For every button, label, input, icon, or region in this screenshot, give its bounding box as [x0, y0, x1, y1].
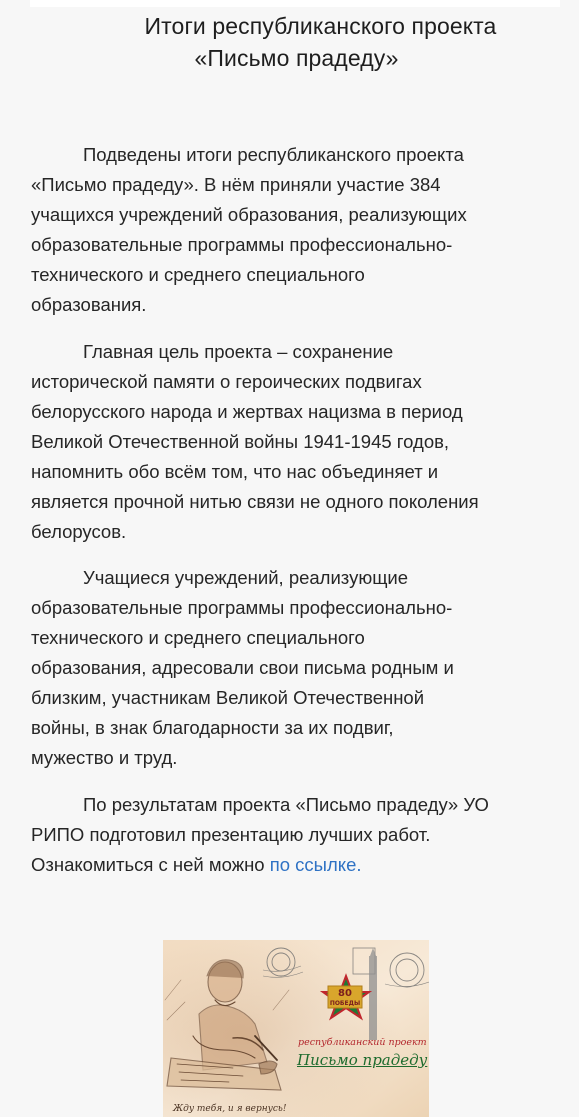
text-line: Главная цель проекта – сохранение	[83, 341, 394, 362]
badge-word: ПОБЕДЫ	[329, 1000, 361, 1007]
text-line: образования, адресовали свои письма родным и	[31, 657, 454, 678]
text-line: образования.	[31, 294, 147, 315]
text-line: близким, участникам Великой Отечественной	[31, 687, 425, 708]
article-title	[0, 10, 579, 74]
paragraph-summary	[31, 140, 566, 320]
paragraph-goal	[31, 337, 566, 547]
text-line: белорусского народа и жертвах нацизма в период	[31, 401, 463, 422]
text-line: войны, в знак благодарности за их подвиг,	[31, 717, 394, 738]
project-image	[163, 940, 429, 1117]
text-line-with-link	[31, 850, 566, 880]
text-line: напомнить обо всём том, что нас объединяет и	[31, 461, 439, 482]
text-line: технического и среднего специального	[31, 264, 365, 285]
text-line: «Письмо прадеду». В нём приняли участие 384	[31, 174, 441, 195]
text-line: Учащиеся учреждений, реализующие	[83, 567, 409, 588]
text-line: белорусов.	[31, 521, 127, 542]
text-line: технического и среднего специального	[31, 627, 365, 648]
text-line: По результатам проекта «Письмо прадеду» УО	[83, 794, 489, 815]
title-line-1: Итоги республиканского проекта	[144, 13, 497, 39]
image-caption-small: республиканский проект	[298, 1037, 427, 1048]
text-line: Великой Отечественной войны 1941-1945 годов,	[31, 431, 450, 452]
project-illustration	[163, 940, 429, 1117]
text-line: учащихся учреждений образования, реализующих	[31, 204, 467, 225]
text-line: образовательные программы профессионально-	[31, 597, 453, 618]
image-caption-large: Письмо прадеду	[297, 1051, 428, 1069]
top-strip	[30, 0, 560, 7]
text-line: исторической памяти о героических подвигах	[31, 371, 422, 392]
title-line-2: «Письмо прадеду»	[194, 45, 399, 71]
badge-number: 80	[338, 988, 352, 999]
text-line: РИПО подготовил презентацию лучших работ.	[31, 824, 431, 845]
text-line: образовательные программы профессионально-	[31, 234, 453, 255]
paragraph-results	[31, 790, 566, 880]
presentation-link[interactable]: по ссылке.	[269, 854, 362, 875]
link-prefix-text: Ознакомиться с ней можно	[31, 854, 270, 875]
handwriting-text: Жду тебя, и я вернусь!	[173, 1104, 287, 1114]
text-line: является прочной нитью связи не одного поколения	[31, 491, 479, 512]
text-line: мужество и труд.	[31, 747, 178, 768]
text-line: Подведены итоги республиканского проекта	[83, 144, 464, 165]
paragraph-participants	[31, 563, 566, 773]
